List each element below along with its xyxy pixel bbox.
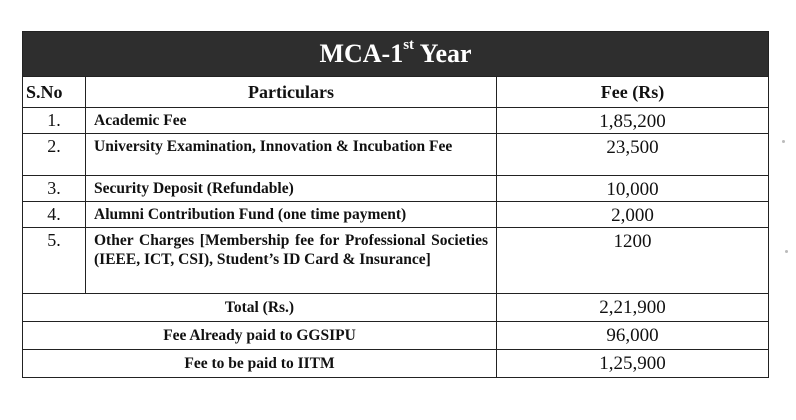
- header-fee: Fee (Rs): [497, 77, 769, 108]
- row-particulars: Other Charges [Membership fee for Professional Societies (IEEE, ICT, CSI), Student’s ID Card & Insurance]: [86, 228, 497, 294]
- table-row: [23, 202, 769, 228]
- row-sno: 2.: [23, 134, 86, 176]
- table-title: [23, 32, 769, 77]
- row-fee: 10,000: [497, 176, 769, 202]
- table-row: [23, 108, 769, 134]
- table-row: [23, 228, 769, 294]
- paid-label: Fee Already paid to GGSIPU: [23, 322, 497, 350]
- scan-speck: [785, 250, 788, 253]
- table-row: [23, 134, 769, 176]
- row-particulars: Academic Fee: [86, 108, 497, 134]
- due-label: Fee to be paid to IITM: [23, 350, 497, 378]
- total-fee: 2,21,900: [497, 294, 769, 322]
- total-label: Total (Rs.): [23, 294, 497, 322]
- row-sno: 1.: [23, 108, 86, 134]
- row-sno: 3.: [23, 176, 86, 202]
- title-suffix: Year: [414, 39, 472, 68]
- row-sno: 4.: [23, 202, 86, 228]
- row-particulars: University Examination, Innovation & Incubation Fee: [86, 134, 497, 176]
- row-particulars: Alumni Contribution Fund (one time payment): [86, 202, 497, 228]
- row-fee: 2,000: [497, 202, 769, 228]
- paid-row: [23, 322, 769, 350]
- scan-speck: [782, 140, 785, 143]
- row-fee: 1,85,200: [497, 108, 769, 134]
- row-fee: 1200: [497, 228, 769, 294]
- fee-structure-table: [22, 31, 769, 378]
- paid-fee: 96,000: [497, 322, 769, 350]
- title-superscript: st: [403, 37, 415, 53]
- row-particulars: Security Deposit (Refundable): [86, 176, 497, 202]
- due-fee: 1,25,900: [497, 350, 769, 378]
- row-sno: 5.: [23, 228, 86, 294]
- header-particulars: Particulars: [86, 77, 497, 108]
- row-fee: 23,500: [497, 134, 769, 176]
- total-row: [23, 294, 769, 322]
- header-sno: S.No: [23, 77, 86, 108]
- header-row: [23, 77, 769, 108]
- due-row: [23, 350, 769, 378]
- table-row: [23, 176, 769, 202]
- title-row: [23, 32, 769, 77]
- title-prefix: MCA-1: [319, 39, 404, 68]
